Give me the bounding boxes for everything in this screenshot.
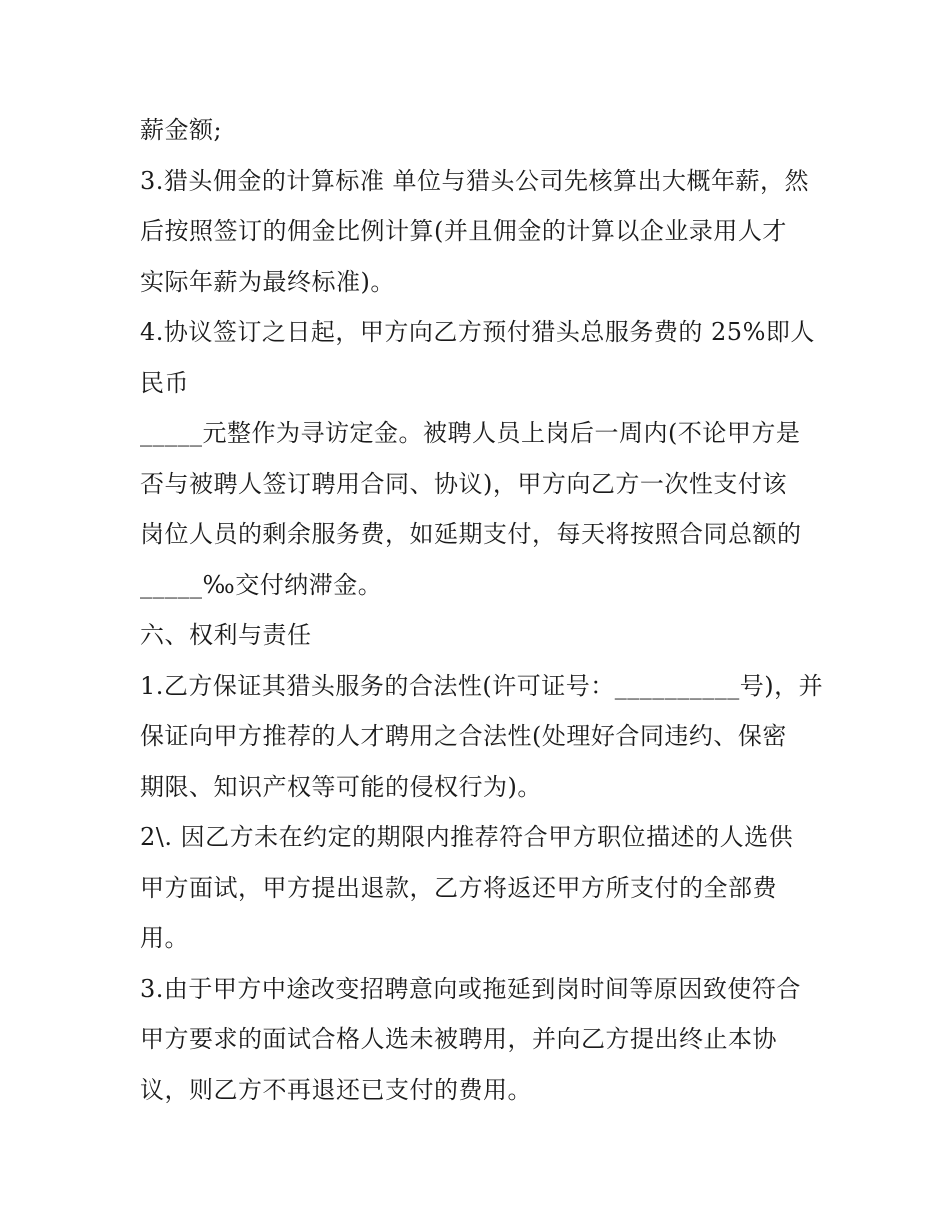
text-line: 3.由于甲方中途改变招聘意向或拖延到岗时间等原因致使符合 (140, 975, 801, 1003)
text-line: 用。 (140, 924, 189, 952)
section-heading: 六、权利与责任 (140, 621, 312, 649)
text-line: 议，则乙方不再退还已支付的费用。 (140, 1076, 532, 1104)
text-line: 3.猎头佣金的计算标准 单位与猎头公司先核算出大概年薪，然 (140, 167, 810, 195)
text-line: 甲方要求的面试合格人选未被聘用，并向乙方提出终止本协 (140, 1025, 777, 1053)
text-line: 后按照签订的佣金比例计算(并且佣金的计算以企业录用人才 (140, 217, 787, 245)
text-line: 4.协议签订之日起，甲方向乙方预付猎头总服务费的 25%即人 (140, 318, 815, 346)
text-line: _____‰交付纳滞金。 (140, 571, 383, 599)
text-line: _____元整作为寻访定金。被聘人员上岗后一周内(不论甲方是 (140, 419, 801, 447)
text-line: 否与被聘人签订聘用合同、协议)，甲方向乙方一次性支付该 (140, 470, 787, 498)
text-line: 2\. 因乙方未在约定的期限内推荐符合甲方职位描述的人选供 (140, 823, 794, 851)
text-line: 实际年薪为最终标准)。 (140, 268, 395, 296)
text-line: 岗位人员的剩余服务费，如延期支付，每天将按照合同总额的 (140, 520, 802, 548)
text-line: 期限、知识产权等可能的侵权行为)。 (140, 773, 542, 801)
text-line: 民币 (140, 369, 189, 397)
text-line: 保证向甲方推荐的人才聘用之合法性(处理好合同违约、保密 (140, 722, 787, 750)
text-line: 薪金额; (140, 116, 223, 144)
text-line: 甲方面试，甲方提出退款，乙方将返还甲方所支付的全部费 (140, 874, 777, 902)
text-line: 1.乙方保证其猎头服务的合法性(许可证号：__________号)，并 (140, 672, 824, 700)
